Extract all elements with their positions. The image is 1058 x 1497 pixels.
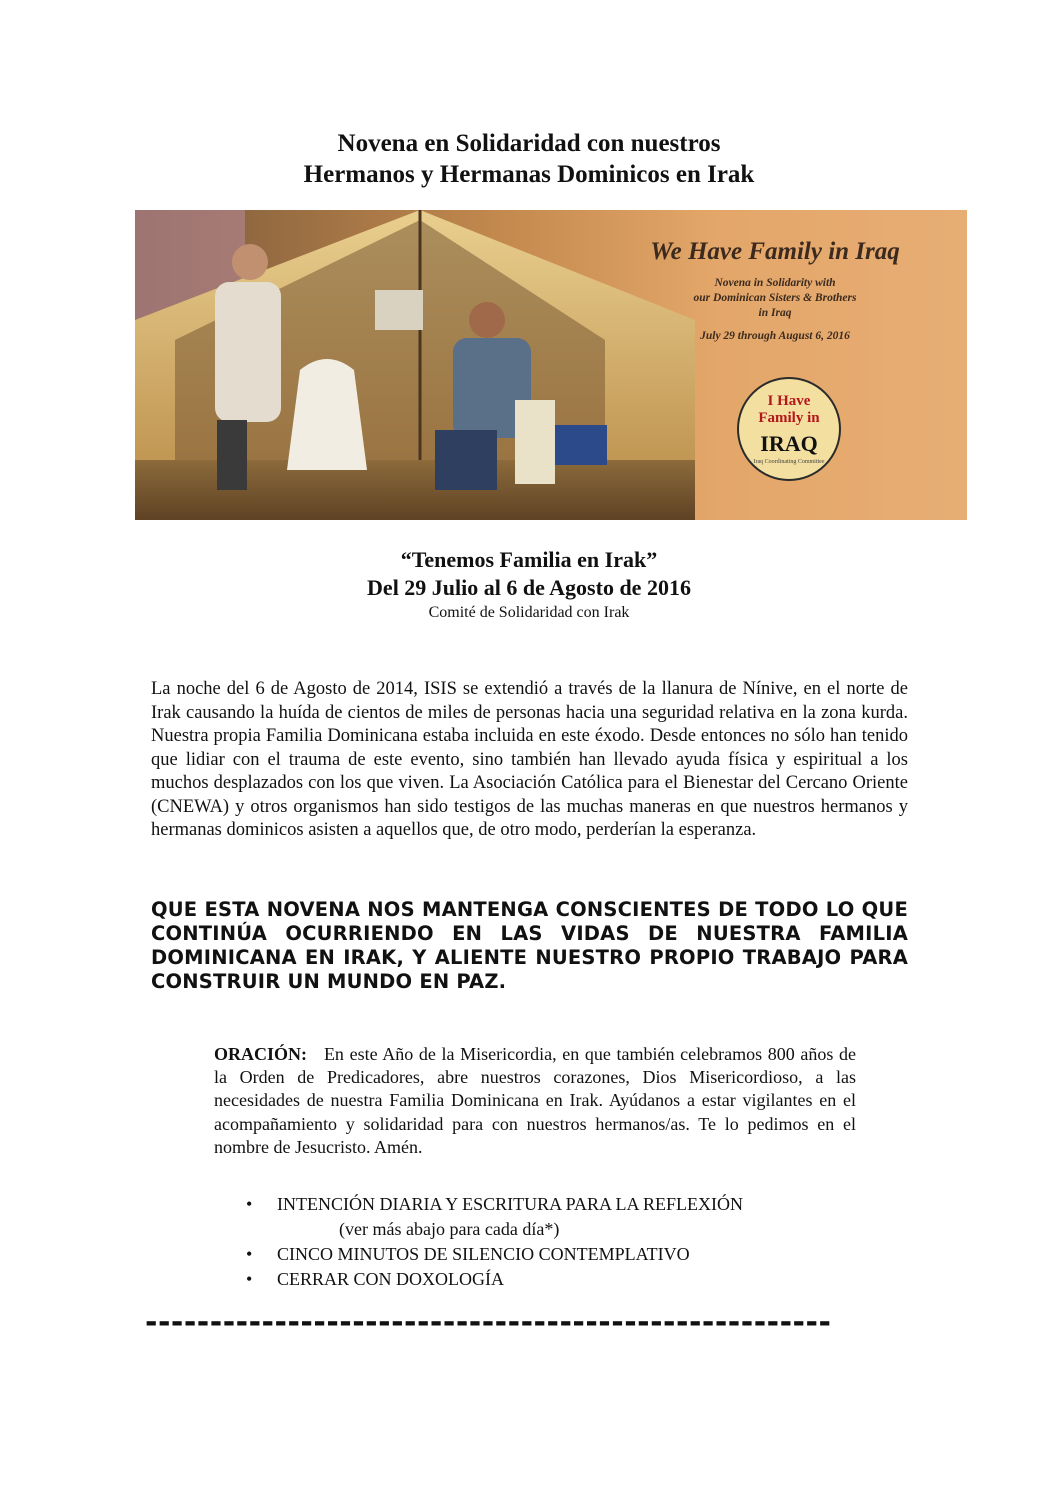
bullet-icon: • — [246, 1269, 253, 1289]
banner-image — [135, 210, 967, 520]
badge-line-2: Family in — [758, 410, 820, 426]
badge-line-3: IRAQ — [760, 431, 818, 456]
prayer-paragraph — [214, 1043, 856, 1159]
prayer-text: En este Año de la Misericordia, en que también celebramos 800 años de la Orden de Predicadores, abre nuestros corazones, Dios Misericordioso, a las necesidades de nuestra Familia Dominicana en Irak. Ayúdanos a estar vigilantes en el acompañamiento y solidaridad para con nuestros hermanos/as. Te lo pedimos en el nombre de Jesucristo. Amén. — [214, 1044, 856, 1157]
list-item-text: CINCO MINUTOS DE SILENCIO CONTEMPLATIVO — [277, 1244, 690, 1264]
list-item-text: CERRAR CON DOXOLOGÍA — [277, 1269, 505, 1289]
prayer-label: ORACIÓN: — [214, 1044, 307, 1064]
bullet-icon: • — [246, 1244, 253, 1264]
list-item-note: (ver más abajo para cada día*) — [339, 1219, 560, 1239]
list-item — [246, 1267, 743, 1292]
subheading-dates: Del 29 Julio al 6 de Agosto de 2016 — [367, 575, 691, 600]
title-line-1: Novena en Solidaridad con nuestros — [337, 130, 721, 157]
banner-sub-3: in Iraq — [758, 307, 792, 319]
list-item — [246, 1242, 743, 1267]
banner-dates: July 29 through August 6, 2016 — [700, 330, 850, 342]
banner-sub-1: Novena in Solidarity with — [714, 277, 836, 289]
practice-list — [246, 1192, 743, 1292]
badge-line-1: I Have — [767, 393, 811, 409]
title-line-2: Hermanos y Hermanas Dominicos en Irak — [303, 161, 755, 188]
banner-title: We Have Family in Iraq — [650, 238, 900, 265]
bullet-icon: • — [246, 1194, 253, 1214]
banner-caption — [595, 238, 955, 342]
subheading-committee: Comité de Solidaridad con Irak — [428, 604, 630, 621]
list-item-text: INTENCIÓN DIARIA Y ESCRITURA PARA LA REFLEXIÓN — [277, 1194, 744, 1214]
banner-sub-2: our Dominican Sisters & Brothers — [693, 292, 857, 304]
family-badge-logo — [737, 377, 841, 481]
subheading — [0, 546, 1058, 624]
intro-paragraph: La noche del 6 de Agosto de 2014, ISIS se extendió a través de la llanura de Nínive, en el norte de Irak causando la huída de cientos de miles de personas hacia una seguridad relativa en la zona kurda. Nuestra propia Familia Dominicana estaba incluida en este éxodo. Desde entonces no sólo han tenido que lidiar con el trauma de este evento, sino también han llevado ayuda física y espiritual a los muchos desplazados con los que viven. La Asociación Católica para el Bienestar del Cercano Oriente (CNEWA) y otros organismos han sido testigos de las muchas maneras en que nuestros hermanos y hermanas dominicos asisten a aquellos que, de otro modo, perderían la esperanza. — [151, 679, 908, 840]
separator-line: ----------------------------------------------------- — [145, 1308, 832, 1338]
subheading-quote: “Tenemos Familia en Irak” — [400, 547, 658, 572]
badge-line-4: Iraq Coordinating Committee — [753, 459, 825, 465]
list-item — [246, 1192, 743, 1242]
page-title — [0, 128, 1058, 190]
caps-statement: QUE ESTA NOVENA NOS MANTENGA CONSCIENTES DE TODO LO QUE CONTINÚA OCURRIENDO EN LAS VIDAS DE NUESTRA FAMILIA DOMINICANA EN IRAK, Y ALIENTE NUESTRO PROPIO TRABAJO PARA CONSTRUIR UN MUNDO EN PAZ. — [151, 898, 908, 993]
